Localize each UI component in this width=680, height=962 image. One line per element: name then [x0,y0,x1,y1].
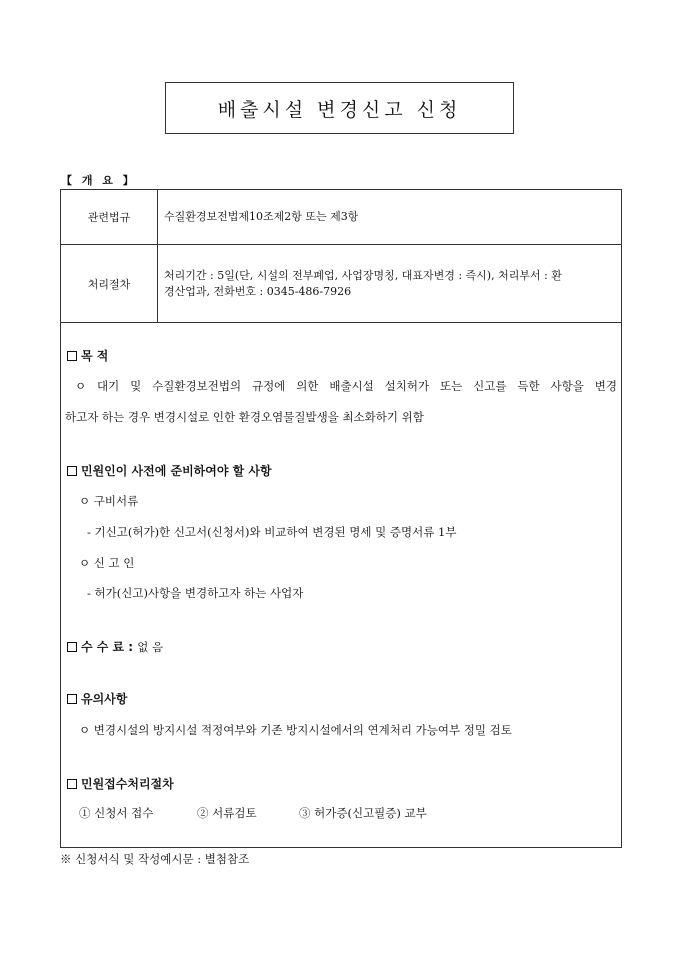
notes-heading-text: 유의사항 [81,692,128,706]
process-row [61,245,621,323]
purpose-line-2: 하고자 하는 경우 변경시설로 인한 환경오염물질발생을 최소화하기 위함 [65,410,424,424]
fee-heading [67,638,163,655]
prep-heading [67,462,272,479]
procedure-step-3: ③ 허가증(신고필증) 교부 [299,806,427,820]
page-title: 배출시설 변경신고 신청 [165,82,514,134]
prep-heading-text: 민원인이 사전에 준비하여야 할 사항 [81,464,272,478]
info-table [61,190,621,323]
law-label: 관련법규 [61,190,158,245]
law-row [61,190,621,245]
fee-heading-text: 수 수 료 : [81,640,134,654]
prep-docs-item: - 기신고(허가)한 신고서(신청서)와 비교하여 변경된 명세 및 증명서류 1부 [87,525,457,539]
checkbox-square-icon [67,642,77,652]
process-value-line-2: 경산업과, 전화번호 : 0345-486-7926 [164,284,352,298]
process-value-line-1: 처리기간 : 5일(단, 시설의 전부폐업, 사업장명칭, 대표자변경 : 즉시), 처리부서 : 환 [164,268,562,282]
purpose-heading [67,347,108,364]
prep-applicant-item: - 허가(신고)사항을 변경하고자 하는 사업자 [87,586,304,600]
checkbox-square-icon [67,779,77,789]
procedure-step-2: ② 서류검토 [197,806,257,820]
notes-heading [67,690,127,707]
checkbox-square-icon [67,466,77,476]
procedure-step-1: ① 신청서 접수 [79,806,154,820]
footnote: ※ 신청서식 및 작성예시문 : 별첨참조 [60,852,250,866]
overview-label: 【 개 요 】 [61,174,137,187]
procedure-heading-text: 민원접수처리절차 [81,777,174,791]
content-frame [60,189,622,848]
purpose-heading-text: 목 적 [81,349,109,363]
checkbox-square-icon [67,694,77,704]
law-value: 수질환경보전법제10조제2항 또는 제3항 [158,190,622,245]
checkbox-square-icon [67,351,77,361]
purpose-line-1: ㅇ 대기 및 수질환경보전법의 규정에 의한 배출시설 설치허가 또는 신고를 득한 사항을 변경 [75,379,617,393]
procedure-heading [67,775,174,792]
notes-item: ㅇ 변경시설의 방지시설 적정여부와 기존 방지시설에서의 연계처리 가능여부 정밀 검토 [79,723,512,737]
prep-applicant-label: ㅇ 신 고 인 [79,556,135,570]
prep-docs-label: ㅇ 구비서류 [79,494,139,508]
process-value [158,245,622,323]
process-label: 처리절차 [61,245,158,323]
fee-value: 없 음 [137,640,164,654]
